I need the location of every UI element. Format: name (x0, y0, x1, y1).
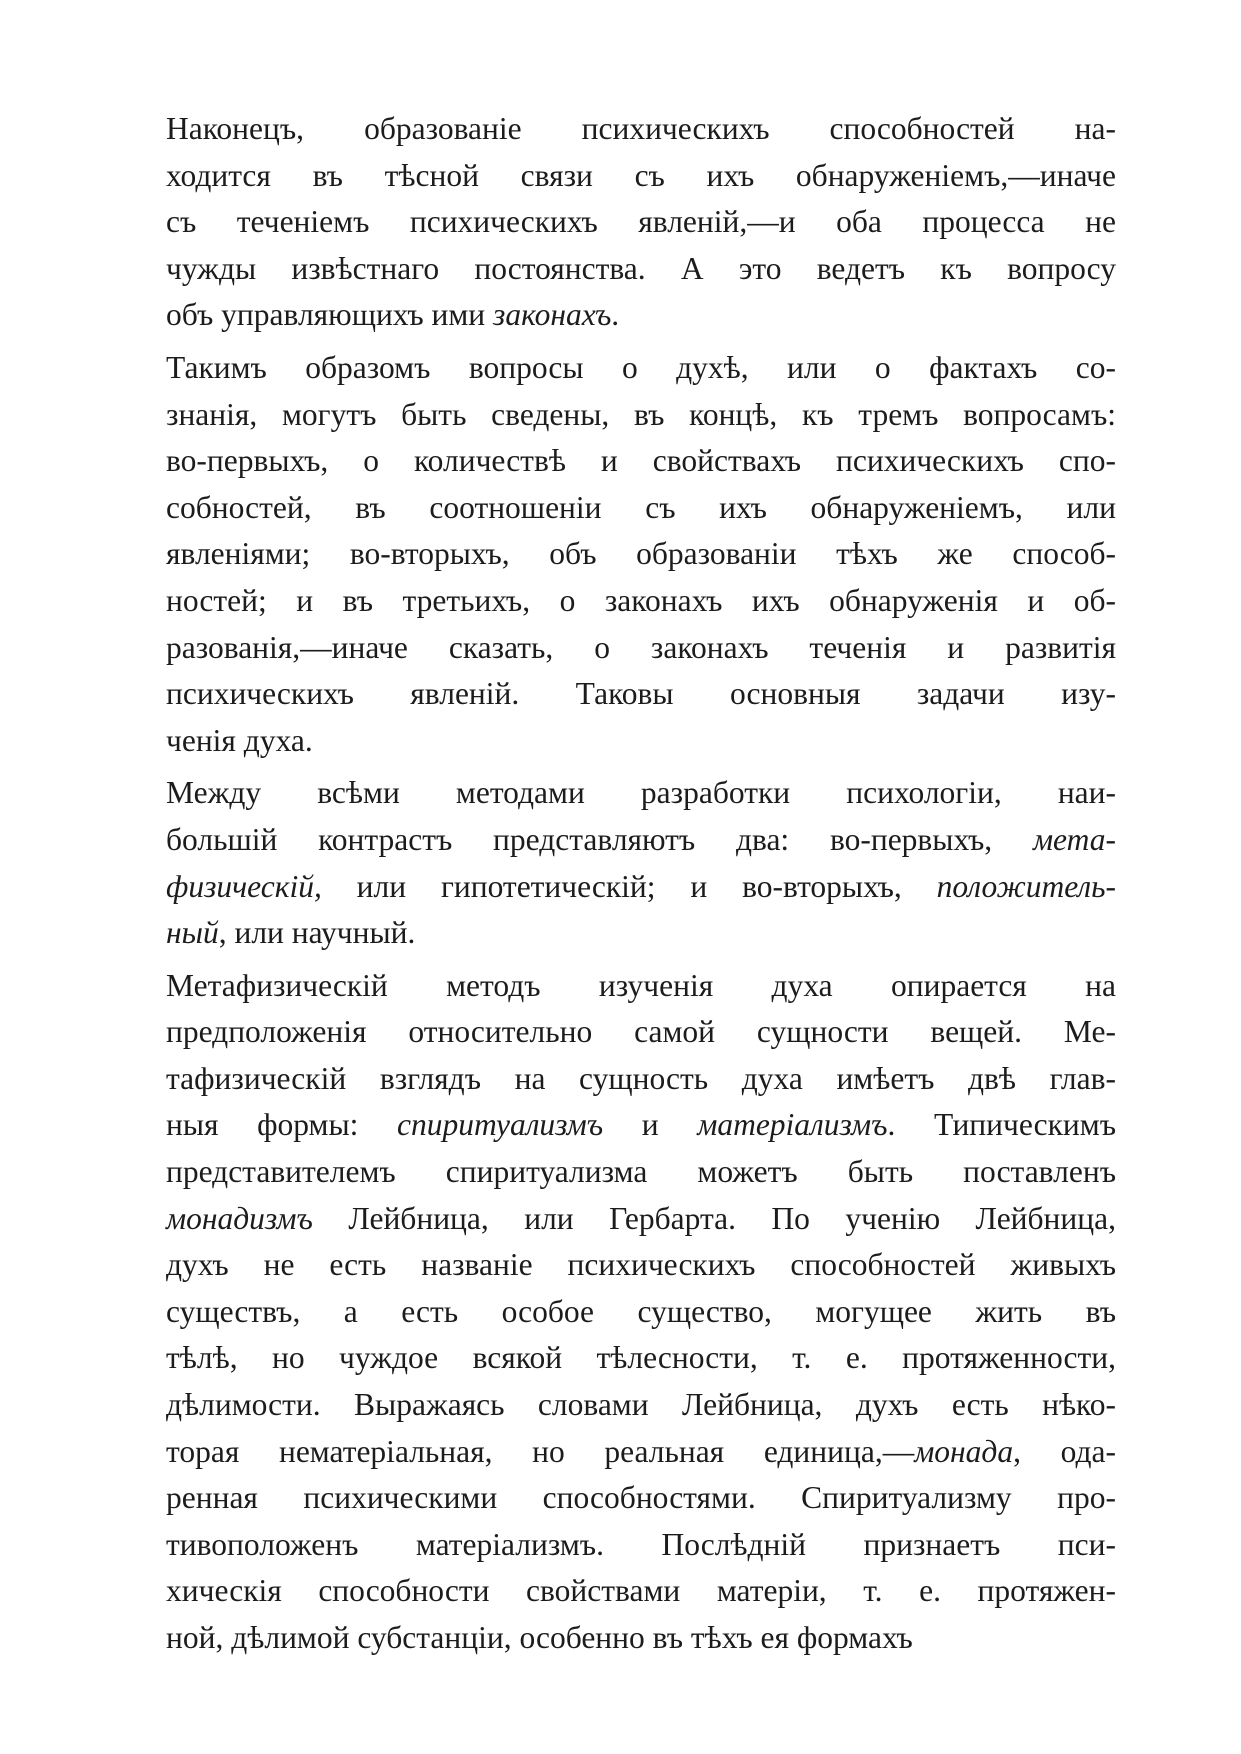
text-line (166, 531, 1116, 578)
text-line (166, 625, 1116, 672)
text-line (166, 963, 1116, 1010)
text-line (166, 246, 1116, 293)
text-line (166, 1149, 1116, 1196)
text-line (166, 1568, 1116, 1615)
text-segment: тѣлѣ, но чуждое всякой тѣлесности, т. е. протяженности, (166, 1340, 1116, 1376)
paragraph (166, 770, 1116, 956)
text-segment: , ода- (1013, 1433, 1116, 1469)
text-line (166, 485, 1116, 532)
text-segment: Метафизическій методъ изученія духа опирается на (166, 967, 1116, 1003)
text-segment: разованія,—иначе сказать, о законахъ теченія и развитія (166, 629, 1116, 665)
text-line (166, 199, 1116, 246)
text-segment: существъ, а есть особое существо, могущее жить въ (166, 1293, 1116, 1329)
text-line (166, 345, 1116, 392)
text-segment: съ теченіемъ психическихъ явленій,—и оба процесса не (166, 204, 1116, 240)
text-segment: дѣлимости. Выражаясь словами Лейбница, духъ есть нѣко- (166, 1387, 1116, 1423)
text-line (166, 1196, 1116, 1243)
text-line (166, 578, 1116, 625)
text-line (166, 106, 1116, 153)
text-segment: ренная психическими способностями. Спиритуализму про- (166, 1480, 1116, 1516)
text-line (166, 1242, 1116, 1289)
text-segment: ной, дѣлимой субстанціи, особенно въ тѣхъ ея формахъ (166, 1620, 913, 1655)
text-segment: Такимъ образомъ вопросы о духѣ, или о фактахъ со- (166, 349, 1116, 385)
text-line (166, 1429, 1116, 1476)
paragraph (166, 106, 1116, 339)
text-line (166, 671, 1116, 718)
italic-term: спиритуализмъ (397, 1107, 604, 1143)
text-segment: духъ не есть названіе психическихъ способностей живыхъ (166, 1247, 1116, 1283)
text-segment: Между всѣми методами разработки психологіи, наи- (166, 775, 1116, 811)
text-segment: , или научный. (218, 915, 416, 951)
text-line (166, 1615, 1116, 1662)
text-segment: во-первыхъ, о количествѣ и свойствахъ психическихъ спо- (166, 443, 1116, 479)
text-segment: большій контрастъ представляютъ два: во-первыхъ, (166, 821, 1033, 857)
italic-term: положитель- (936, 868, 1116, 904)
text-segment: чужды извѣстнаго постоянства. А это ведетъ къ вопросу (166, 250, 1116, 286)
text-segment: представителемъ спиритуализма можетъ быть поставленъ (166, 1154, 1116, 1190)
text-segment: тивоположенъ матеріализмъ. Послѣдній признаетъ пси- (166, 1526, 1116, 1562)
text-segment: Лейбница, или Гербарта. По ученію Лейбница, (312, 1200, 1116, 1236)
text-segment: знанія, могутъ быть сведены, въ концѣ, къ тремъ вопросамъ: (166, 396, 1116, 432)
text-segment: . Типическимъ (887, 1107, 1116, 1143)
text-segment: ностей; и въ третьихъ, о законахъ ихъ обнаруженія и об- (166, 582, 1116, 618)
text-segment: объ управляющихъ ими (166, 297, 494, 333)
italic-term: монада (914, 1433, 1014, 1469)
text-segment: ныя формы: (166, 1107, 398, 1143)
text-segment: и (603, 1107, 698, 1143)
text-line (166, 438, 1116, 485)
text-line (166, 1335, 1116, 1382)
text-line (166, 817, 1116, 864)
text-segment: собностей, въ соотношеніи съ ихъ обнаруженіемъ, или (166, 489, 1116, 525)
text-line (166, 1289, 1116, 1336)
text-segment: . (611, 297, 620, 333)
text-line (166, 1056, 1116, 1103)
text-line (166, 718, 1116, 765)
italic-term: физическій, (166, 868, 322, 904)
text-segment: хическія способности свойствами матеріи, т. е. протяжен- (166, 1573, 1116, 1609)
text-segment: или гипотетическій; и во-вторыхъ, (321, 868, 937, 904)
text-line (166, 1382, 1116, 1429)
italic-term: монадизмъ (166, 1200, 313, 1236)
page-body (166, 106, 1116, 1662)
text-line (166, 910, 1116, 957)
text-line (166, 153, 1116, 200)
text-line (166, 864, 1116, 911)
text-segment: ходится въ тѣсной связи съ ихъ обнаруженіемъ,—иначе (166, 157, 1116, 193)
text-segment: предположенія относительно самой сущности вещей. Ме- (166, 1014, 1116, 1050)
text-segment: явленіями; во-вторыхъ, объ образованіи тѣхъ же способ- (166, 536, 1116, 572)
text-segment: торая нематеріальная, но реальная единица,— (166, 1433, 915, 1469)
text-line (166, 1102, 1116, 1149)
paragraph (166, 345, 1116, 764)
text-line (166, 392, 1116, 439)
text-segment: Наконецъ, образованіе психическихъ способностей на- (166, 111, 1116, 146)
text-line (166, 770, 1116, 817)
text-segment: ченія духа. (166, 722, 313, 758)
text-segment: психическихъ явленій. Таковы основныя задачи изу- (166, 676, 1116, 712)
text-line (166, 1475, 1116, 1522)
italic-term: матеріализмъ (697, 1107, 888, 1143)
italic-term: мета- (1032, 821, 1116, 857)
italic-term: законахъ (493, 297, 612, 333)
text-line (166, 1009, 1116, 1056)
text-segment: тафизическій взглядъ на сущность духа имѣетъ двѣ глав- (166, 1060, 1116, 1096)
text-line (166, 292, 1116, 339)
italic-term: ный (166, 915, 219, 951)
text-line (166, 1522, 1116, 1569)
paragraph (166, 963, 1116, 1662)
